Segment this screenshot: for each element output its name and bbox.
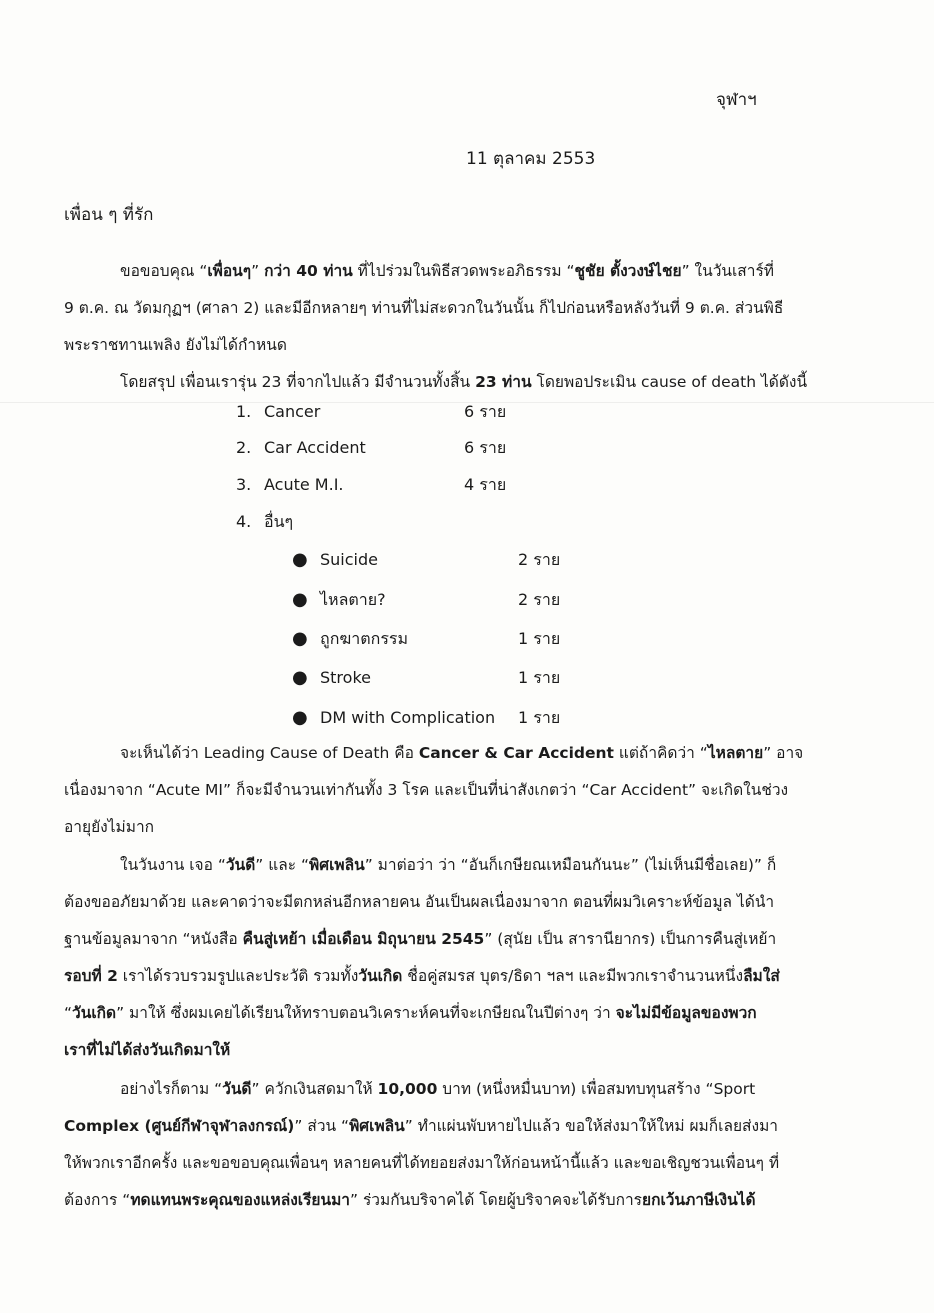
item-count: 2 ราย: [518, 590, 561, 609]
paragraph-line: 9 ต.ค. ณ วัดมกุฏฯ (ศาลา 2) และมีอีกหลายๆ ท่านที่ไม่สะดวกในวันนั้น ก็ไปก่อนหรือหลังวันที่ 9 ต.ค. ส่วนพิธี: [64, 299, 784, 317]
bold-text: ลืมใส่: [743, 967, 780, 985]
text: ” มาให้ ซึ่งผมเคยได้เรียนให้ทราบตอนวิเคราะห์คนที่จะเกษียณในปีต่างๆ ว่า: [116, 1004, 616, 1022]
bold-text: วันดี: [222, 1080, 252, 1098]
bold-text: 23 ท่าน: [475, 373, 532, 391]
item-label: Cancer: [264, 402, 321, 421]
bold-text: 10,000: [377, 1080, 438, 1098]
paragraph-line: [64, 958, 864, 995]
bold-text: Cancer & Car Accident: [418, 744, 614, 762]
greeting: เพื่อน ๆ ที่รัก: [64, 205, 154, 225]
paragraph-line: ต้องขออภัยมาด้วย และคาดว่าจะมีตกหล่นอีกหลายคน อันเป็นผลเนื่องมาจาก ตอนที่ผมวิเคราะห์ข้อมูล ได้นำ: [64, 893, 775, 911]
item-count: 1 ราย: [518, 668, 561, 687]
paragraph-donation: [64, 1071, 864, 1219]
text: ” (สุนัย เป็น สารานียากร) เป็นการคืนสู่เหย้า: [484, 930, 777, 948]
item-number: 3.: [236, 475, 252, 494]
item-label: Car Accident: [264, 438, 366, 457]
bold-text: เพื่อนๆ: [207, 262, 252, 280]
item-label: DM with Complication: [320, 708, 496, 727]
paragraph-summary: [64, 364, 864, 401]
paragraph-line: [64, 1182, 864, 1219]
item-count: 4 ราย: [464, 475, 507, 494]
item-count: 1 ราย: [518, 708, 561, 727]
paragraph-line: [64, 1108, 864, 1145]
bold-text: วันเกิด: [72, 1004, 117, 1022]
bullet-icon: ●: [292, 667, 308, 688]
text: ฐานข้อมูลมาจาก “หนังสือ: [64, 930, 243, 948]
text: ”: [251, 262, 265, 280]
text: ” อาจ: [763, 744, 804, 762]
item-count: 1 ราย: [518, 629, 561, 648]
paragraph-line: [64, 921, 864, 958]
item-label: Suicide: [320, 550, 378, 569]
item-count: 6 ราย: [464, 438, 507, 457]
text: ขอขอบคุณ “: [120, 262, 208, 280]
bold-text: ชูชัย ตั้งวงษ์ไชย: [574, 262, 682, 280]
bold-text: กว่า 40 ท่าน: [264, 262, 353, 280]
text: ” และ “: [255, 856, 310, 874]
text: แต่ถ้าคิดว่า “: [613, 744, 708, 762]
text: ” ในวันเสาร์ที่: [681, 262, 775, 280]
paragraph-line: เนื่องมาจาก “Acute MI” ก็จะมีจำนวนเท่ากันทั้ง 3 โรค และเป็นที่น่าสังเกตว่า “Car Accident” จะเกิดในช่วง: [64, 781, 789, 799]
text: ” ส่วน “: [294, 1117, 350, 1135]
paragraph-line: ให้พวกเราอีกครั้ง และขอขอบคุณเพื่อนๆ หลายคนที่ได้ทยอยส่งมาให้ก่อนหน้านี้แล้ว และขอเชิญชวนเพื่อนๆ ที่: [64, 1154, 780, 1172]
item-count: 6 ราย: [464, 402, 507, 421]
item-count: 2 ราย: [518, 550, 561, 569]
text: ต้องการ “: [64, 1191, 131, 1209]
bullet-icon: ●: [292, 628, 308, 649]
item-label: Acute M.I.: [264, 475, 344, 494]
text: บาท (หนึ่งหมื่นบาท) เพื่อสมทบทุนสร้าง “Sport: [437, 1080, 756, 1098]
bold-text: จะไม่มีข้อมูลของพวก: [615, 1004, 757, 1022]
text: ” ควักเงินสดมาให้: [251, 1080, 378, 1098]
text: จะเห็นได้ว่า Leading Cause of Death คือ: [120, 744, 419, 762]
paragraph-line: [64, 1032, 864, 1069]
text: ที่ไปร่วมในพิธีสวดพระอภิธรรม “: [352, 262, 575, 280]
paragraph-thanks: [64, 253, 864, 364]
bold-text: คืนสู่เหย้า เมื่อเดือน มิถุนายน 2545: [242, 930, 485, 948]
bold-text: รอบที่ 2: [64, 967, 118, 985]
item-number: 2.: [236, 438, 252, 457]
text: “: [64, 1004, 73, 1022]
item-label: ไหลตาย?: [320, 590, 386, 609]
bold-text: พิศเพลิน: [309, 856, 365, 874]
paragraph-line: [64, 364, 864, 401]
sender: จุฬาฯ: [716, 90, 757, 110]
paragraph-line: [64, 735, 864, 772]
item-label: Stroke: [320, 668, 371, 687]
paragraph-line: [64, 995, 864, 1032]
bold-text: วันดี: [225, 856, 256, 874]
text: ในวันงาน เจอ “: [120, 856, 226, 874]
bullet-icon: ●: [292, 589, 308, 610]
text: ” ร่วมกันบริจาคได้ โดยผู้บริจาคจะได้รับการ: [350, 1191, 643, 1209]
text: ” มาต่อว่า ว่า “อันก็เกษียณเหมือนกันนะ” (ไม่เห็นมีชื่อเลย)” ก็: [364, 856, 777, 874]
paragraph-line: [64, 847, 864, 884]
item-number: 1.: [236, 402, 252, 421]
bold-text: พิศเพลิน: [349, 1117, 405, 1135]
paragraph-line: [64, 1071, 864, 1108]
bold-text: เราที่ไม่ได้ส่งวันเกิดมาให้: [64, 1041, 231, 1059]
bullet-icon: ●: [292, 549, 308, 570]
bold-text: ยกเว้นภาษีเงินได้: [642, 1191, 756, 1209]
paragraph-line: พระราชทานเพลิง ยังไม่ได้กำหนด: [64, 336, 287, 354]
text: โดยพอประเมิน cause of death ได้ดังนี้: [531, 373, 808, 391]
paragraph-apology: [64, 847, 864, 1069]
letter-date: 11 ตุลาคม 2553: [466, 149, 596, 169]
bold-text: Complex (ศูนย์กีฬาจุฬาลงกรณ์): [64, 1117, 295, 1135]
text: ” ทำแผ่นพับหายไปแล้ว ขอให้ส่งมาให้ใหม่ ผมก็เลยส่งมา: [404, 1117, 778, 1135]
paragraph-line: [64, 253, 864, 290]
bullet-icon: ●: [292, 707, 308, 728]
text: อย่างไรก็ตาม “: [120, 1080, 223, 1098]
item-number: 4.: [236, 512, 252, 531]
text: โดยสรุป เพื่อนเรารุ่น 23 ที่จากไปแล้ว มีจำนวนทั้งสิ้น: [120, 373, 476, 391]
bold-text: ไหลตาย: [707, 744, 764, 762]
paragraph-analysis: [64, 735, 864, 846]
item-label: ถูกฆาตกรรม: [320, 629, 409, 648]
bold-text: ทดแทนพระคุณของแหล่งเรียนมา: [130, 1191, 350, 1209]
item-label: อื่นๆ: [264, 512, 294, 531]
text: ชื่อคู่สมรส บุตร/ธิดา ฯลฯ และมีพวกเราจำนวนหนึ่ง: [402, 967, 744, 985]
bold-text: วันเกิด: [358, 967, 403, 985]
text: เราได้รวบรวมรูปและประวัติ รวมทั้ง: [117, 967, 359, 985]
paragraph-line: อายุยังไม่มาก: [64, 818, 155, 836]
